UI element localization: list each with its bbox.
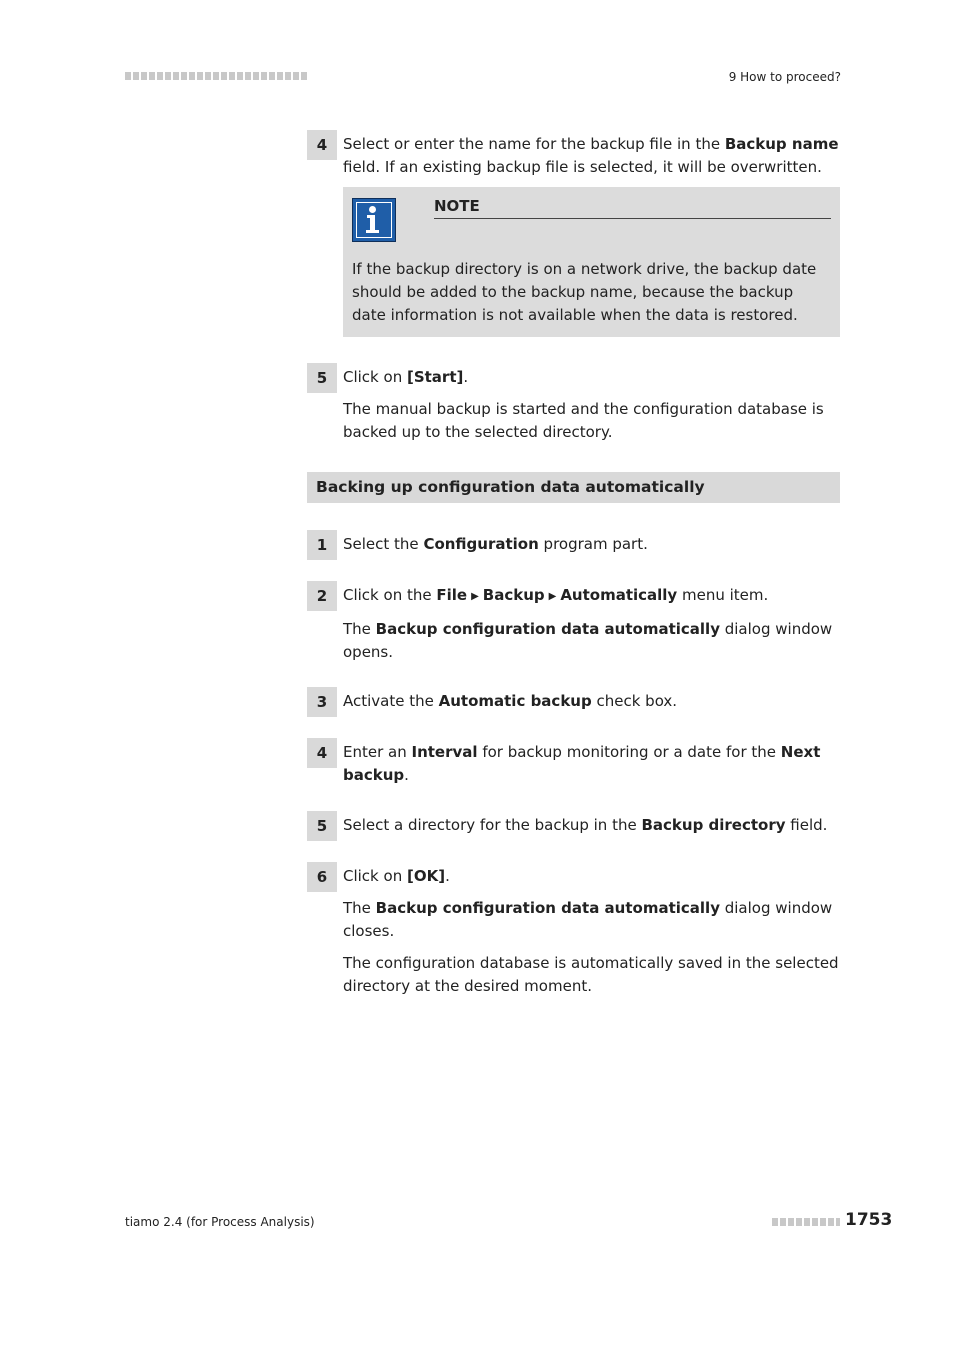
step-text: Activate the Automatic backup check box. xyxy=(343,692,678,710)
step-number: 5 xyxy=(307,811,337,841)
step-text: Click on the File ▶ Backup ▶ Automatically menu item. The Backup configuration data automatically dialog window opens. xyxy=(343,586,833,661)
step-number: 1 xyxy=(307,530,337,560)
step-number: 2 xyxy=(307,581,337,611)
chapter-title: 9 How to proceed? xyxy=(728,70,841,84)
step-1-configuration xyxy=(307,530,840,556)
page-number: 1753 xyxy=(845,1210,893,1230)
step-number: 3 xyxy=(307,687,337,717)
note-title: NOTE xyxy=(434,197,831,219)
note-box xyxy=(343,187,840,337)
step-5-start xyxy=(307,363,840,444)
step-5-directory xyxy=(307,811,840,837)
header-decoration xyxy=(125,72,307,80)
footer-decoration xyxy=(772,1218,840,1226)
step-4-interval xyxy=(307,738,840,787)
step-3-automatic-backup xyxy=(307,687,840,713)
step-4-backup-name xyxy=(307,130,840,179)
menu-arrow-icon: ▶ xyxy=(471,591,479,602)
step-number: 6 xyxy=(307,862,337,892)
step-number: 4 xyxy=(307,738,337,768)
step-text: Click on [Start]. The manual backup is started and the configuration database is backed up to the selected directory. xyxy=(343,368,824,441)
menu-arrow-icon: ▶ xyxy=(548,591,557,602)
section-heading: Backing up configuration data automatically xyxy=(307,472,840,503)
step-2-menu xyxy=(307,581,840,664)
step-text: Enter an Interval for backup monitoring or a date for the Next backup. xyxy=(343,743,821,784)
step-text: Select or enter the name for the backup file in the Backup name field. If an existing backup file is selected, it will be overwritten. xyxy=(343,135,839,176)
step-number: 5 xyxy=(307,363,337,393)
footer-product: tiamo 2.4 (for Process Analysis) xyxy=(125,1215,315,1229)
step-text: Click on [OK]. The Backup configuration data automatically dialog window closes. The configuration database is automatically saved in the selected directory at the desired moment. xyxy=(343,867,839,995)
note-body: If the backup directory is on a network drive, the backup date should be added to the backup name, because the backup date information is not available when the data is restored. xyxy=(352,260,817,324)
info-icon xyxy=(352,198,396,242)
step-6-ok xyxy=(307,862,840,998)
step-text: Select the Configuration program part. xyxy=(343,535,648,553)
step-text: Select a directory for the backup in the Backup directory field. xyxy=(343,816,828,834)
step-number: 4 xyxy=(307,130,337,160)
